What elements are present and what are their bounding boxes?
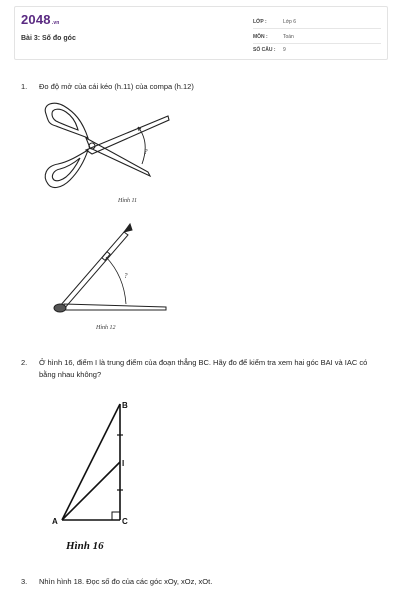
angle-question-mark: ? (124, 272, 128, 280)
question-1 (21, 81, 381, 95)
meta-row-subject (253, 31, 381, 44)
figure-11-caption: Hình 11 (118, 198, 138, 204)
lesson-title: Bài 3: Số đo góc (21, 35, 76, 42)
point-b-label: B (122, 401, 128, 410)
point-c-label: C (122, 517, 128, 526)
question-text: Đo độ mở của cái kéo (h.11) của compa (h.12) (39, 82, 194, 91)
question-text: Nhìn hình 18. Đọc số đo của các góc xOy, xOz, xOt. (39, 577, 213, 586)
figure-12-caption: Hình 12 (96, 325, 116, 331)
meta-key: SỐ CÂU : (253, 47, 276, 53)
question-number: 1. (21, 82, 28, 91)
logo-text: 2048 (21, 12, 51, 27)
scissors-figure (38, 100, 178, 195)
question-number: 3. (21, 577, 28, 586)
compass-figure (46, 220, 176, 320)
meta-key: LỚP : (253, 19, 267, 25)
question-2 (21, 357, 381, 383)
logo-suffix: .vn (51, 20, 60, 26)
point-a-label: A (52, 517, 58, 526)
question-number: 2. (21, 358, 28, 367)
angle-question-mark: ? (144, 148, 148, 156)
meta-row-count (253, 44, 381, 56)
question-3 (21, 576, 381, 590)
triangle-figure (40, 392, 150, 532)
meta-value: Toán (283, 34, 294, 40)
point-i-label: I (122, 459, 125, 468)
meta-row-class (253, 16, 381, 29)
worksheet-header (14, 6, 388, 60)
meta-value: 9 (283, 47, 286, 53)
figure-16-caption: Hình 16 (66, 540, 104, 552)
meta-key: MÔN : (253, 34, 268, 40)
site-logo[interactable] (21, 12, 60, 27)
meta-value: Lớp 6 (283, 19, 297, 25)
question-text: Ở hình 16, điểm I là trung điểm của đoạn thẳng BC. Hãy đo để kiểm tra xem hai góc BAI và IAC có bằng nhau không? (39, 358, 368, 379)
